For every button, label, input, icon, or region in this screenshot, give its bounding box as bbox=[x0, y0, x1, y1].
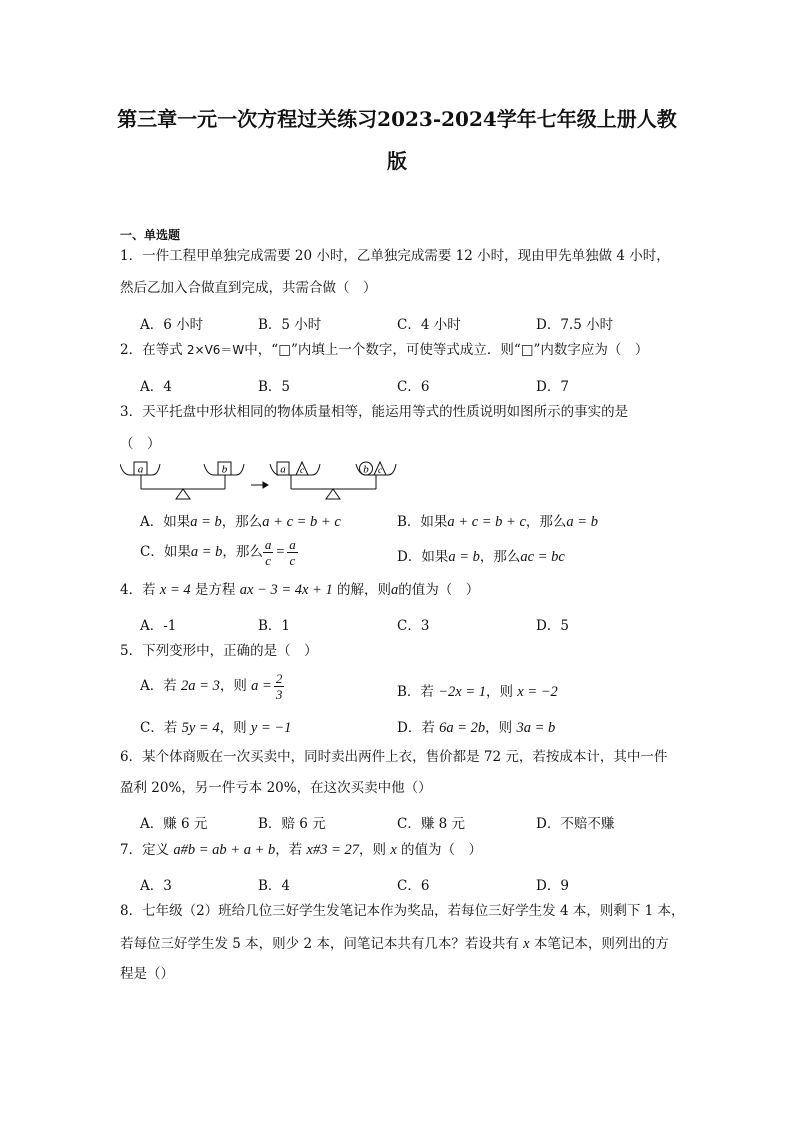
question-3-option-c: C．如果a = b，那么 $\frac{a}{c}$ = $\frac{a}{c}$ bbox=[140, 537, 296, 568]
question-3-option-d: D．如果a = b，那么ac = bc bbox=[397, 549, 565, 565]
question-3-stem: 3．天平托盘中形状相同的物体质量相等，能运用等式的性质说明如图所示的事实的是 bbox=[120, 404, 629, 420]
question-6-option-b: B．赔 6 元 bbox=[258, 816, 326, 832]
question-5-option-a: A．若 2a = 3，则 a = $\frac{2}{3}$ bbox=[140, 671, 283, 702]
question-1-option-a: A．6 小时 bbox=[140, 317, 204, 333]
question-8-stem-continued: 若每位三好学生发 5 本，则少 2 本，问笔记本共有几本？若设共有 x 本笔记本，则列出的方 bbox=[120, 936, 669, 952]
question-1-stem-continued: 然后乙加入合做直到完成，共需合做（ ） bbox=[120, 280, 377, 296]
question-4-option-a: A．-1 bbox=[140, 618, 177, 634]
question-7-option-c: C．6 bbox=[397, 878, 430, 894]
question-8-stem: 8．七年级（2）班给几位三好学生发笔记本作为奖品，若每位三好学生发 4 本，则剩下 1 本， bbox=[120, 903, 685, 919]
question-5-option-d: D．若 6a = 2b，则 3a = b bbox=[397, 720, 556, 736]
question-8-stem-end: 程是（） bbox=[120, 966, 174, 982]
question-6-stem: 6．某个体商贩在一次买卖中，同时卖出两件上衣，售价都是 72 元，若按成本计，其中一件 bbox=[120, 749, 668, 765]
question-4-option-d: D．5 bbox=[536, 618, 569, 634]
section-heading: 一、单选题 bbox=[120, 228, 181, 242]
question-5-option-b: B．若 −2x = 1，则 x = −2 bbox=[397, 684, 558, 700]
question-6-stem-continued: 盈利 20%，另一件亏本 20%，在这次买卖中他（） bbox=[120, 780, 432, 796]
figure-label-a-right: a bbox=[280, 463, 286, 476]
figure-label-c-right-2: c bbox=[378, 465, 382, 475]
question-1-option-c: C．4 小时 bbox=[397, 317, 461, 333]
question-1-option-d: D．7.5 小时 bbox=[536, 317, 614, 333]
question-2-stem: 2．在等式 2×V6＝W中，“□”内填上一个数字，可使等式成立．则“□”内数字应为（ ） bbox=[120, 342, 649, 358]
figure-label-b-right: b bbox=[363, 463, 369, 476]
question-1-stem: 1．一件工程甲单独完成需要 20 小时，乙单独完成需要 12 小时，现由甲先单独做 4 小时， bbox=[120, 248, 670, 264]
question-5-option-c: C．若 5y = 4，则 y = −1 bbox=[140, 720, 292, 736]
question-3-stem-continued: （ ） bbox=[120, 436, 161, 452]
figure-label-a-left: a bbox=[137, 463, 144, 476]
question-4-stem: 4．若 x = 4 是方程 ax − 3 = 4x + 1 的解，则a的值为（ ） bbox=[120, 582, 480, 598]
question-2-equation: 2×V6＝W bbox=[186, 343, 245, 357]
question-3-option-b: B．如果a + c = b + c，那么a = b bbox=[397, 514, 598, 530]
question-5-stem: 5．下列变形中，正确的是（ ） bbox=[120, 643, 318, 659]
question-2-option-a: A．4 bbox=[140, 379, 172, 395]
question-7-stem: 7．定义 a#b = ab + a + b，若 x#3 = 27，则 x 的值为（ ） bbox=[120, 842, 483, 858]
page-title-continued: 版 bbox=[387, 149, 407, 173]
question-4-option-c: C．3 bbox=[397, 618, 430, 634]
question-2-option-c: C．6 bbox=[397, 379, 430, 395]
fraction: $\frac{a}{c}$ bbox=[264, 537, 272, 568]
page-title: 第三章一元一次方程过关练习2023-2024学年七年级上册人教 bbox=[117, 107, 677, 131]
question-7-option-d: D．9 bbox=[536, 878, 569, 894]
question-2-option-b: B．5 bbox=[258, 379, 291, 395]
question-6-option-a: A．赚 6 元 bbox=[140, 816, 208, 832]
question-7-option-a: A．3 bbox=[140, 878, 172, 894]
figure-label-c-right: c bbox=[300, 465, 304, 475]
balance-scale-figure bbox=[120, 458, 410, 502]
fraction: $\frac{2}{3}$ bbox=[275, 671, 283, 702]
question-6-option-d: D．不赔不赚 bbox=[536, 816, 615, 832]
fraction: $\frac{a}{c}$ bbox=[289, 537, 296, 568]
question-4-option-b: B．1 bbox=[258, 618, 291, 634]
question-6-option-c: C．赚 8 元 bbox=[397, 816, 466, 832]
question-1-option-b: B．5 小时 bbox=[258, 317, 322, 333]
question-3-option-a: A．如果a = b，那么a + c = b + c bbox=[140, 514, 341, 530]
figure-label-b-left: b bbox=[221, 463, 228, 476]
question-7-option-b: B．4 bbox=[258, 878, 291, 894]
question-2-option-d: D．7 bbox=[536, 379, 569, 395]
